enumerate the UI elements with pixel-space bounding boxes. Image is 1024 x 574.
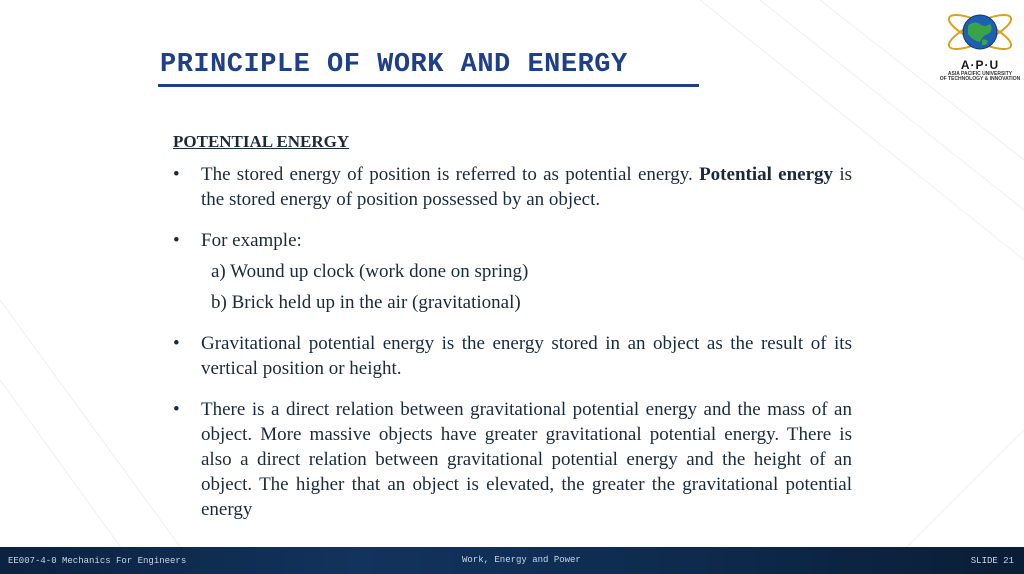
bullet1-text-b: is the stored energy of position possessed by an object. [201, 164, 852, 210]
title-underline [158, 84, 699, 87]
globe-icon [938, 4, 1022, 60]
bullet-item [173, 397, 852, 522]
bullet2-text: For example: [201, 230, 302, 251]
bullet-list [173, 162, 852, 522]
logo-caption-line2: OF TECHNOLOGY & INNOVATION [939, 76, 1021, 82]
section-heading: POTENTIAL ENERGY [173, 132, 350, 151]
bullet-glyph: • [173, 230, 180, 251]
slide-content [173, 130, 852, 538]
bullet-glyph: • [173, 399, 180, 420]
bullet-glyph: • [173, 333, 180, 354]
bullet-item [173, 331, 852, 381]
footer-topic: Work, Energy and Power [462, 555, 581, 565]
bullet-glyph: • [173, 164, 180, 185]
sub-item-a: a) Wound up clock (work done on spring) [211, 261, 529, 282]
logo-caption-line1: ASIA PACIFIC UNIVERSITY [947, 71, 1013, 77]
logo-caption [938, 72, 1022, 82]
slide-title: PRINCIPLE OF WORK AND ENERGY [160, 50, 628, 80]
bullet-item [173, 228, 852, 315]
bullet4-text: There is a direct relation between gravitational potential energy and the mass of an object. More massive objects have greater gravitational potential energy. There is also a direct relation between gravitational potential energy and the height of an object. The higher that an object is elevated, the greater the gravitational potential energy [201, 399, 852, 520]
slide-footer [0, 547, 1024, 574]
bullet-item [173, 162, 852, 212]
logo-letters: A·P·U [960, 58, 1000, 72]
bullet1-bold-term: Potential energy [699, 164, 834, 185]
sub-item-b: b) Brick held up in the air (gravitational) [211, 292, 521, 313]
bullet1-text-a: The stored energy of position is referred to as potential energy. [201, 164, 700, 185]
footer-slide-number: SLIDE 21 [970, 556, 1014, 566]
bullet3-text: Gravitational potential energy is the energy stored in an object as the result of its vertical position or height. [201, 333, 852, 379]
university-logo [938, 4, 1022, 84]
footer-course: EE007-4-0 Mechanics For Engineers [8, 556, 187, 566]
